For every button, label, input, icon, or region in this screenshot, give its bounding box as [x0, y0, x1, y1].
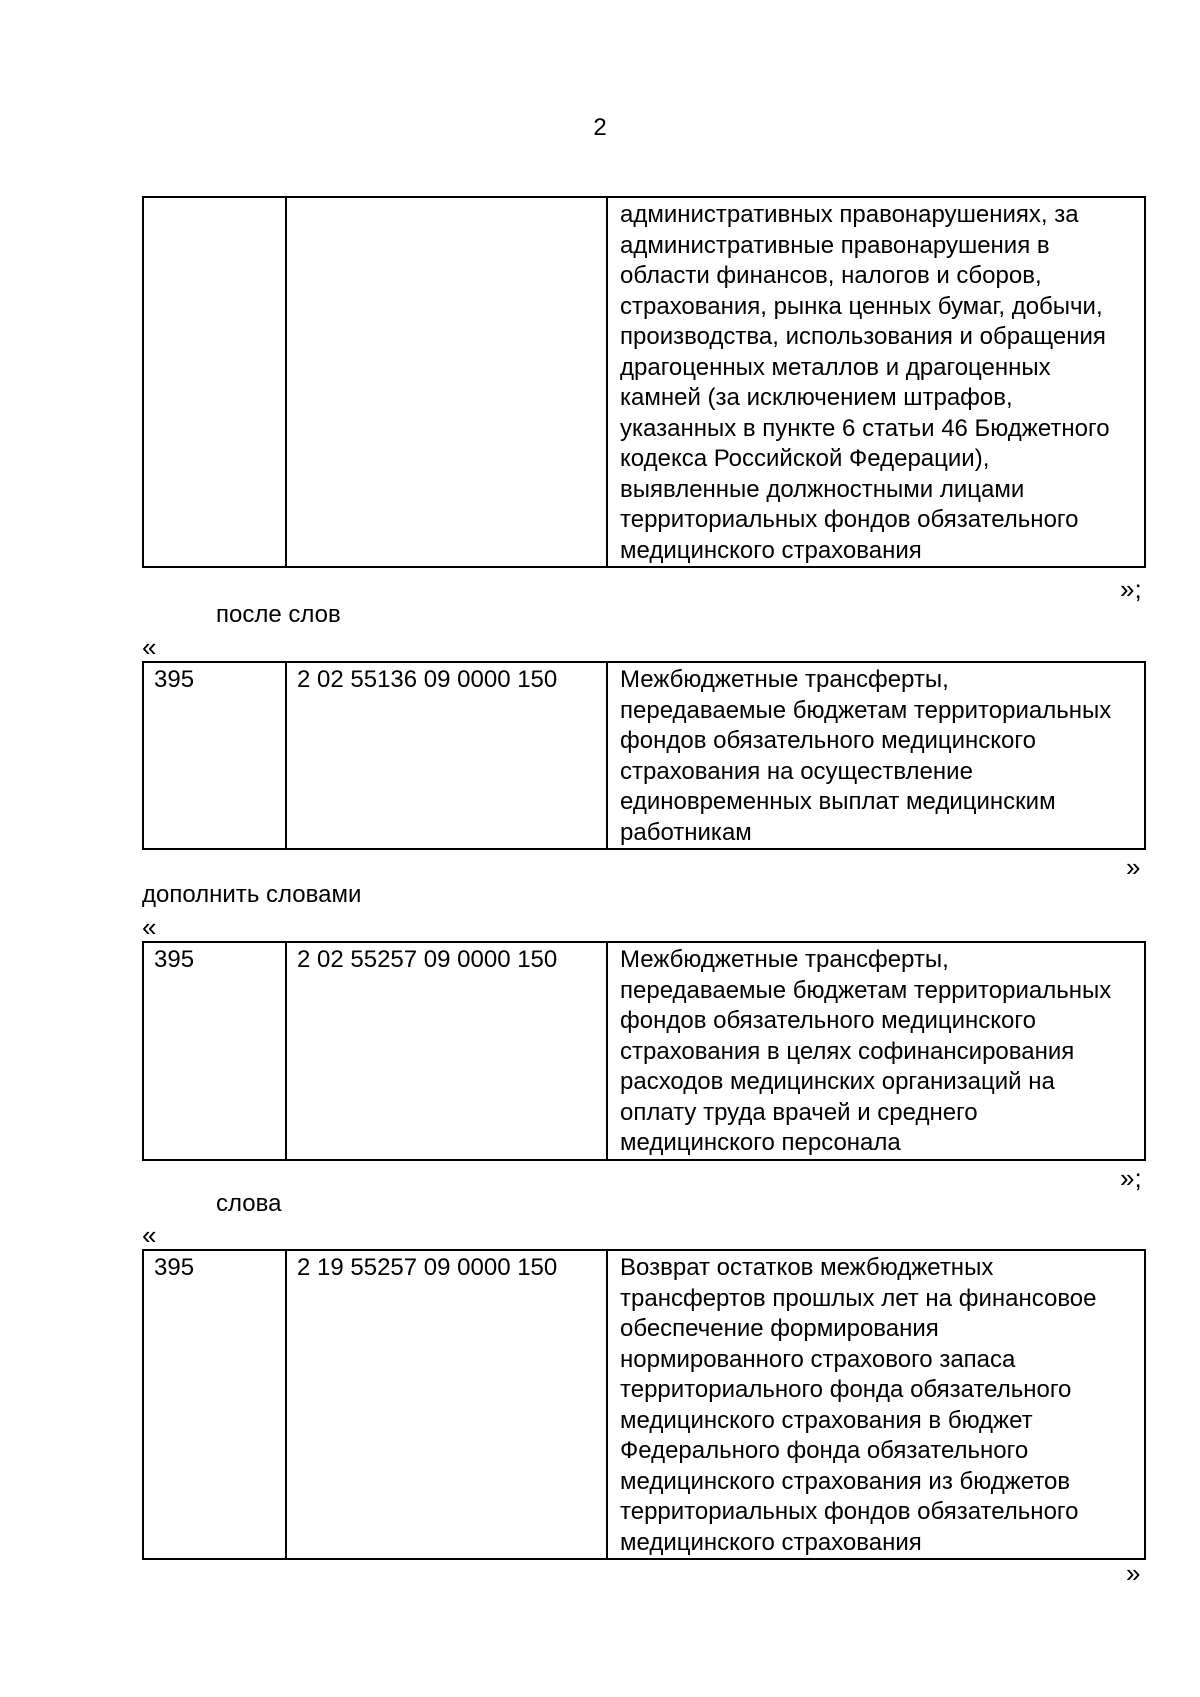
- description-line: фондов обязательного медицинского: [620, 727, 1036, 754]
- table-cell-code: [143, 197, 286, 567]
- description-line: передаваемые бюджетам территориальных: [620, 976, 1112, 1004]
- table-cell-description: [607, 197, 1145, 567]
- description-line: Федерального фонда обязательного: [620, 1437, 1029, 1464]
- table-new-entry: [142, 941, 1146, 1161]
- description-line: страхования в целях софинансирования: [620, 1037, 1075, 1065]
- description-line: передаваемые бюджетам территориальных: [620, 696, 1112, 724]
- description-line: медицинского страхования: [620, 536, 922, 564]
- description-line: территориального фонда обязательного: [620, 1376, 1072, 1403]
- description-line: страхования, рынка ценных бумаг, добычи,: [620, 292, 1103, 320]
- table-existing-entry: [142, 661, 1146, 850]
- table-cell-description: [607, 1250, 1145, 1559]
- description-line: выявленные должностными лицами: [620, 475, 1025, 503]
- description-line: драгоценных металлов и драгоценных: [620, 353, 1051, 381]
- table-row: [143, 197, 1145, 567]
- table-row: [143, 1250, 1145, 1559]
- description-line: кодекса Российской Федерации),: [620, 445, 990, 472]
- description-line: административные правонарушения в: [620, 231, 1050, 259]
- description-line: медицинского персонала: [620, 1129, 901, 1156]
- table-cell-description: [607, 662, 1145, 849]
- closing-quote: »;: [1120, 574, 1142, 604]
- opening-quote: «: [142, 912, 157, 942]
- description-line: медицинского страхования из бюджетов: [620, 1467, 1071, 1495]
- phrase-after-words: после слов: [216, 601, 341, 628]
- description-line: территориальных фондов обязательного: [620, 506, 1079, 533]
- description-line: фондов обязательного медицинского: [620, 1007, 1036, 1034]
- description-line: трансфертов прошлых лет на финансовое: [620, 1284, 1097, 1312]
- opening-quote: «: [142, 632, 157, 662]
- description-line: камней (за исключением штрафов,: [620, 384, 1013, 411]
- description-line: обеспечение формирования: [620, 1315, 939, 1342]
- description-line: нормированного страхового запаса: [620, 1345, 1016, 1373]
- description-line: расходов медицинских организаций на: [620, 1068, 1055, 1095]
- table-return-entry: [142, 1249, 1146, 1560]
- closing-quote: »: [1126, 1558, 1141, 1588]
- table-row: [143, 942, 1145, 1160]
- description-line: Межбюджетные трансферты,: [620, 946, 949, 973]
- description-line: территориальных фондов обязательного: [620, 1498, 1079, 1525]
- table-cell-kbk: [286, 197, 607, 567]
- phrase-words: слова: [216, 1190, 282, 1217]
- description-line: производства, использования и обращения: [620, 323, 1106, 350]
- description-line: работникам: [620, 818, 752, 846]
- table-cell-code: 395: [143, 662, 286, 849]
- description-line: административных правонарушениях, за: [620, 201, 1079, 228]
- phrase-add-words: дополнить словами: [142, 881, 362, 908]
- table-cell-code: 395: [143, 942, 286, 1160]
- description-line: медицинского страхования: [620, 1528, 922, 1556]
- description-line: оплату труда врачей и среднего: [620, 1098, 978, 1126]
- closing-quote: »;: [1120, 1163, 1142, 1193]
- table-cell-kbk: 2 19 55257 09 0000 150: [286, 1250, 607, 1559]
- description-line: единовременных выплат медицинским: [620, 788, 1056, 815]
- description-line: страхования на осуществление: [620, 757, 973, 785]
- table-continuation: [142, 196, 1146, 568]
- description-line: указанных в пункте 6 статьи 46 Бюджетного: [620, 414, 1110, 442]
- table-cell-kbk: 2 02 55136 09 0000 150: [286, 662, 607, 849]
- table-cell-description: [607, 942, 1145, 1160]
- table-cell-code: 395: [143, 1250, 286, 1559]
- description-line: Межбюджетные трансферты,: [620, 666, 949, 693]
- closing-quote: »: [1126, 852, 1141, 882]
- description-line: медицинского страхования в бюджет: [620, 1406, 1033, 1434]
- opening-quote: «: [142, 1220, 157, 1250]
- description-line: области финансов, налогов и сборов,: [620, 262, 1042, 289]
- page-number: 2: [593, 114, 607, 141]
- table-row: [143, 662, 1145, 849]
- table-cell-kbk: 2 02 55257 09 0000 150: [286, 942, 607, 1160]
- description-line: Возврат остатков межбюджетных: [620, 1254, 994, 1281]
